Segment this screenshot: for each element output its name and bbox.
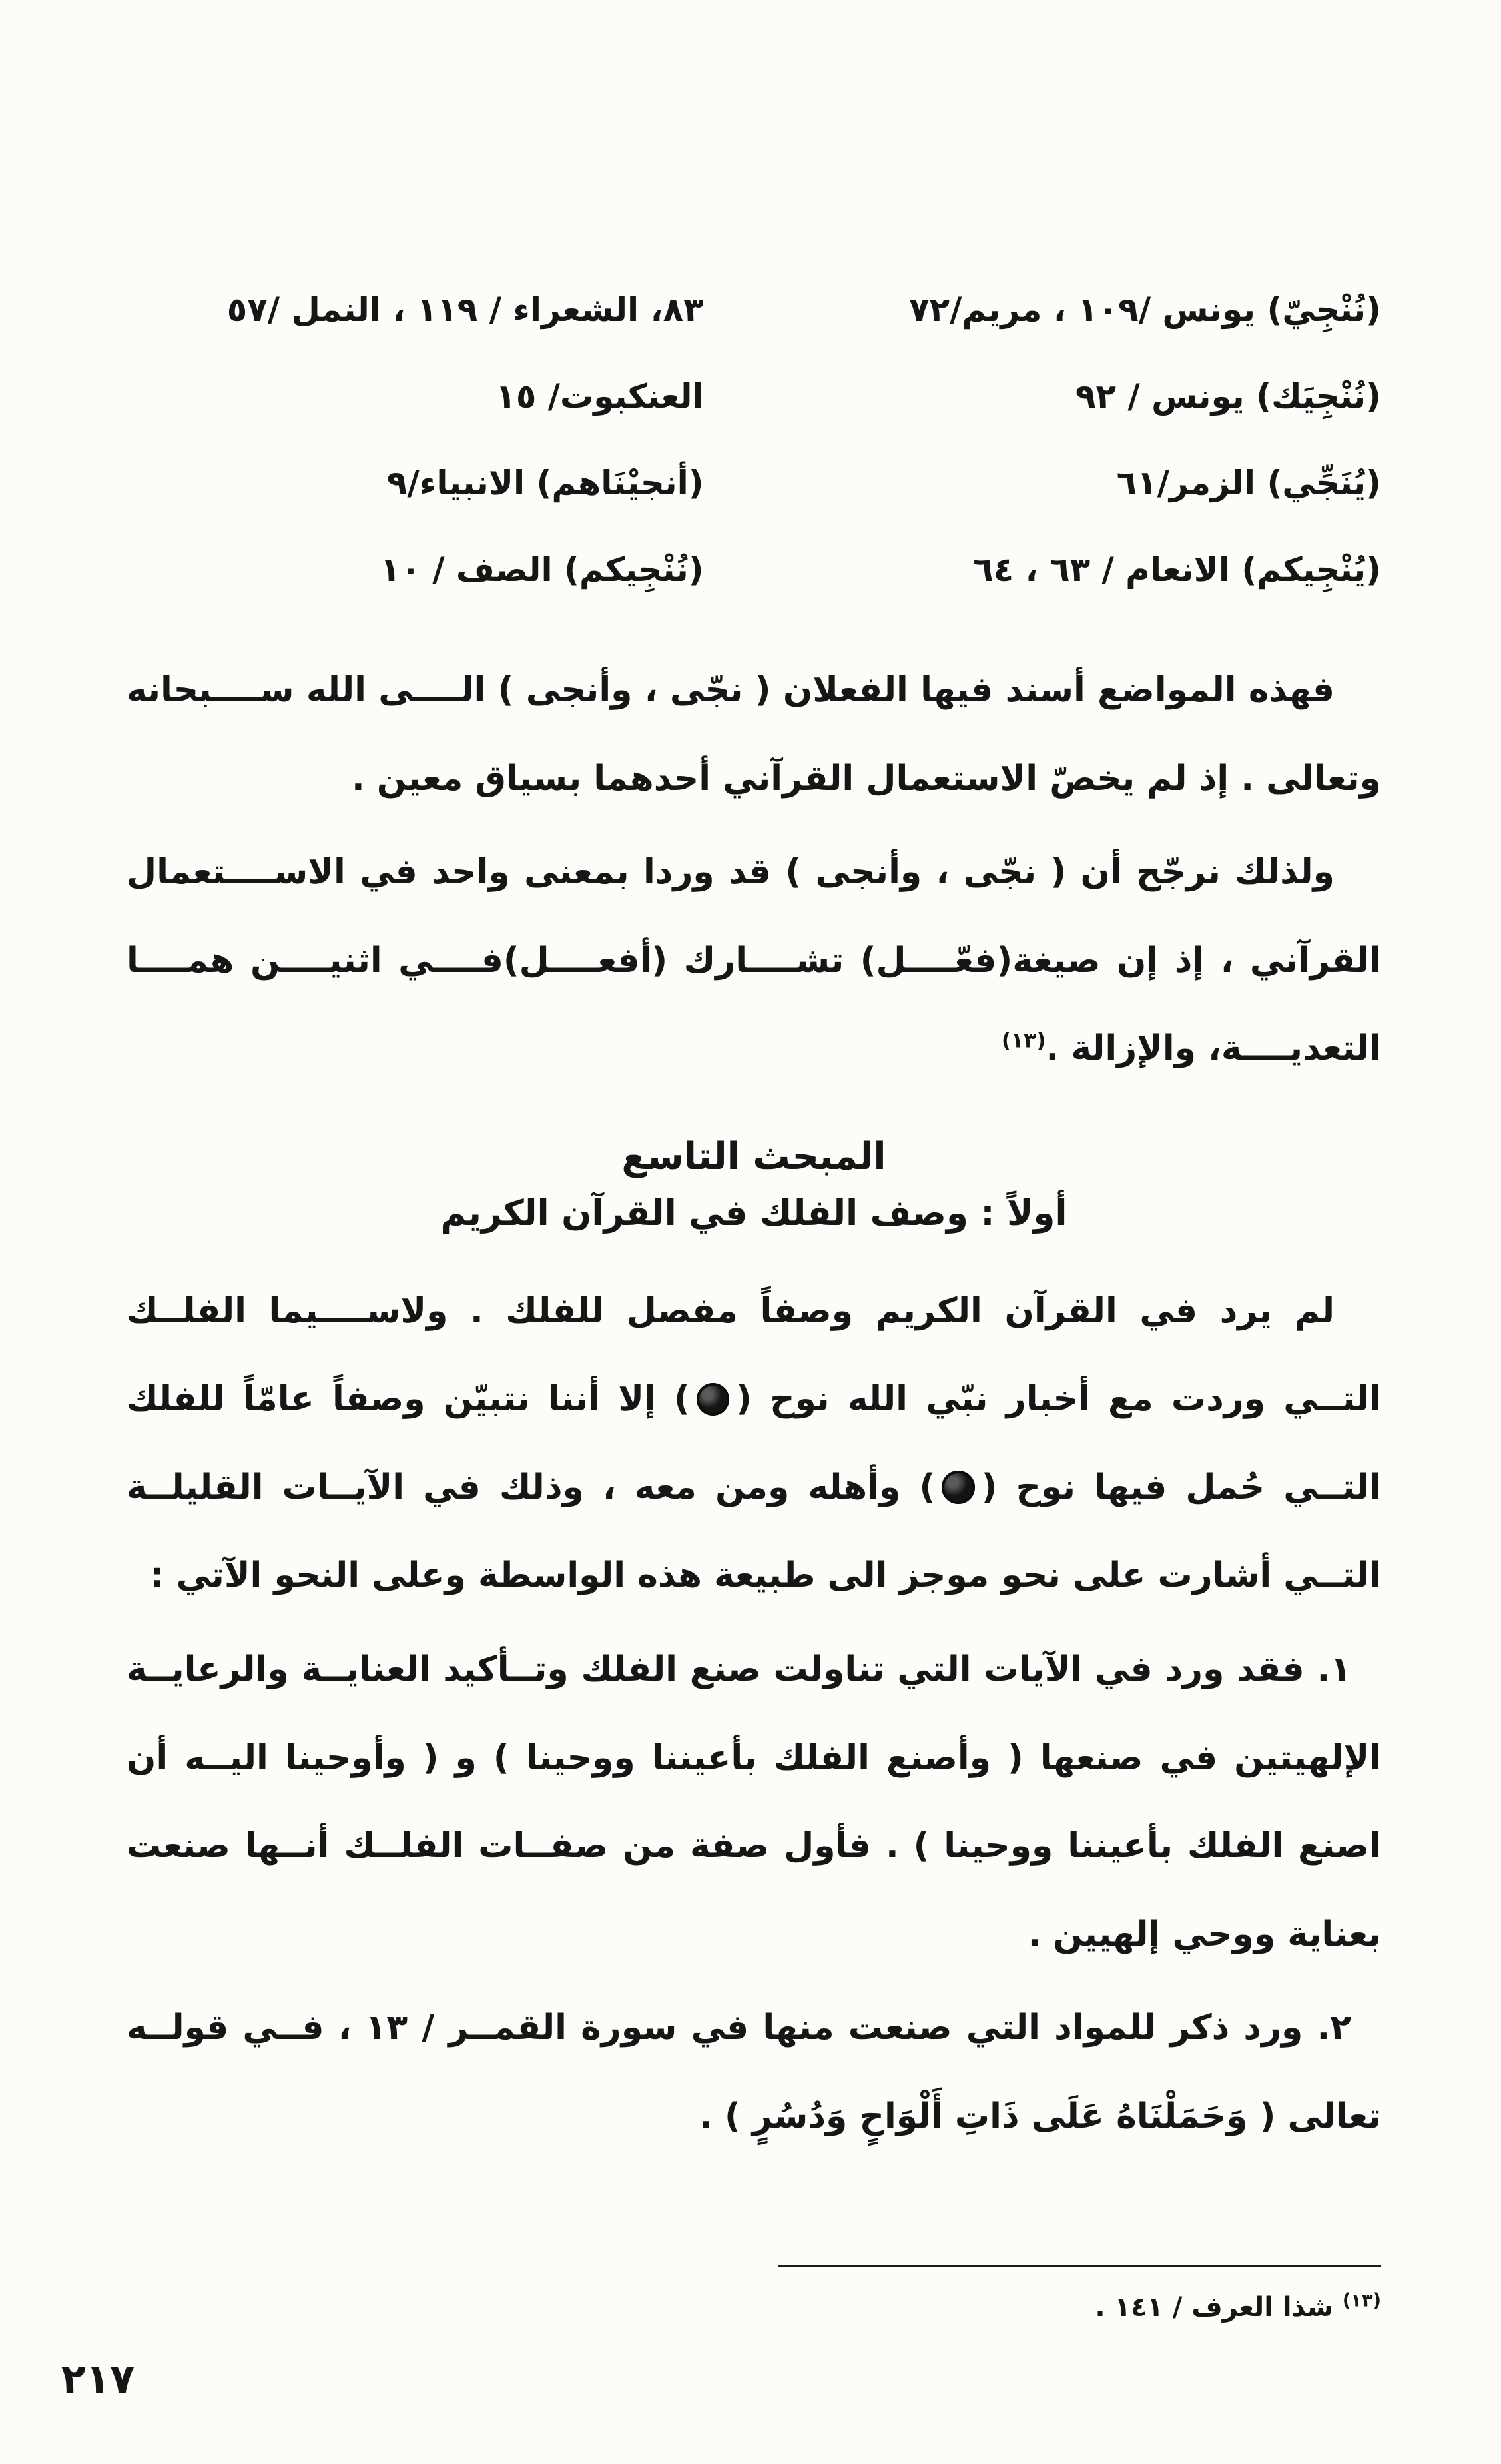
reference-continuation: ٨٣، الشعراء / ١١٩ ، النمل /٥٧ bbox=[226, 290, 704, 329]
footnote-line bbox=[127, 2287, 1381, 2327]
paragraph bbox=[127, 828, 1381, 1093]
honorific-seal-icon bbox=[697, 1383, 729, 1416]
section-subtitle: أولاً : وصف الفلك في القرآن الكريم bbox=[440, 1192, 1067, 1234]
reference-entry: (يُنْجِيكم) الانعام / ٦٣ ، ٦٤ bbox=[973, 550, 1381, 589]
footnote-number: (١٣) bbox=[1342, 2290, 1381, 2311]
reference-continuation: (نُنْجِيكم) الصف / ١٠ bbox=[380, 550, 704, 589]
reference-row bbox=[127, 440, 1381, 526]
numbered-item: ١. فقد ورد في الآيات التي تناولت صنع الفلك وتــأكيد العنايــة والرعايــة الإلهيتين في صنعها ( وأصنع الفلك بأعيننا ووحينا ) و ( وأوحينا اليــه أن اصنع الفلك بأعيننا ووحينا ) . فأول صفة من صفــات الفلــك أنــها صنعت بعناية ووحي إلهيين . bbox=[127, 1649, 1381, 1954]
reference-row bbox=[127, 526, 1381, 613]
paragraph-text: ولذلك نرجّح أن ( نجّى ، وأنجى ) قد وردا بمعنى واحد في الاســــتعمال القرآني ، إذ إن صيغة(فعّــــل) تشــــارك (أفعــــل)فــــي اثنيــــن همــــا التعديــــة، والإزالة . bbox=[127, 852, 1381, 1069]
reference-entry: (نُنْجِيّ) يونس /١٠٩ ، مريم/٧٢ bbox=[909, 290, 1381, 329]
body-text bbox=[127, 646, 1381, 2161]
reference-continuation: (أنجيْنَاهم) الانبياء/٩ bbox=[387, 464, 704, 502]
numbered-item: ٢. ورد ذكر للمواد التي صنعت منها في سورة القمــر / ١٣ ، فــي قولــه تعالى ( وَحَمَلْنَاهُ عَلَى ذَاتِ أَلْوَاحٍ وَدُسُرٍ ) . bbox=[127, 2008, 1381, 2136]
reference-continuation: العنكبوت/ ١٥ bbox=[495, 377, 704, 416]
paragraph bbox=[127, 1267, 1381, 1620]
paragraph-text: ) وأهله ومن معه ، وذلك في الآيــات القليلــة التــي أشارت على نحو موجز الى طبيعة هذه الواسطة وعلى النحو الآتي : bbox=[127, 1467, 1381, 1596]
footnote bbox=[127, 2265, 1381, 2327]
paragraph-text: لم يرد في القرآن الكريم وصفاً مفصل للفلك . ولاســــيما الفلــك التــي وردت مع أخبار نبّي الله نوح ( bbox=[127, 1290, 1381, 1420]
reference-row bbox=[127, 353, 1381, 440]
section-heading: المبحث التاسع bbox=[621, 1134, 886, 1178]
reference-entry: (نُنْجِيَك) يونس / ٩٢ bbox=[1075, 377, 1381, 416]
footnote-text: شذا العرف / ١٤١ . bbox=[1095, 2292, 1333, 2323]
reference-entry: (يُنَجِّي) الزمر/٦١ bbox=[1116, 464, 1381, 502]
page-number: ٢١٧ bbox=[61, 2356, 135, 2403]
reference-row bbox=[127, 266, 1381, 353]
paragraph-text: ) إلا أننا نتبيّن وصفاً عامّاً للفلك التــي حُمل فيها نوح ( bbox=[127, 1379, 1381, 1507]
honorific-seal-icon bbox=[942, 1471, 974, 1503]
verse-references-list bbox=[127, 266, 1381, 613]
footnote-separator bbox=[778, 2265, 1381, 2267]
paragraph: فهذه المواضع أسند فيها الفعلان ( نجّى ، وأنجى ) الــــى الله ســــبحانه وتعالى . إذ لم يخصّ الاستعمال القرآني أحدهما بسياق معين . bbox=[127, 670, 1381, 799]
footnote-marker: (١٣) bbox=[1001, 1029, 1046, 1054]
